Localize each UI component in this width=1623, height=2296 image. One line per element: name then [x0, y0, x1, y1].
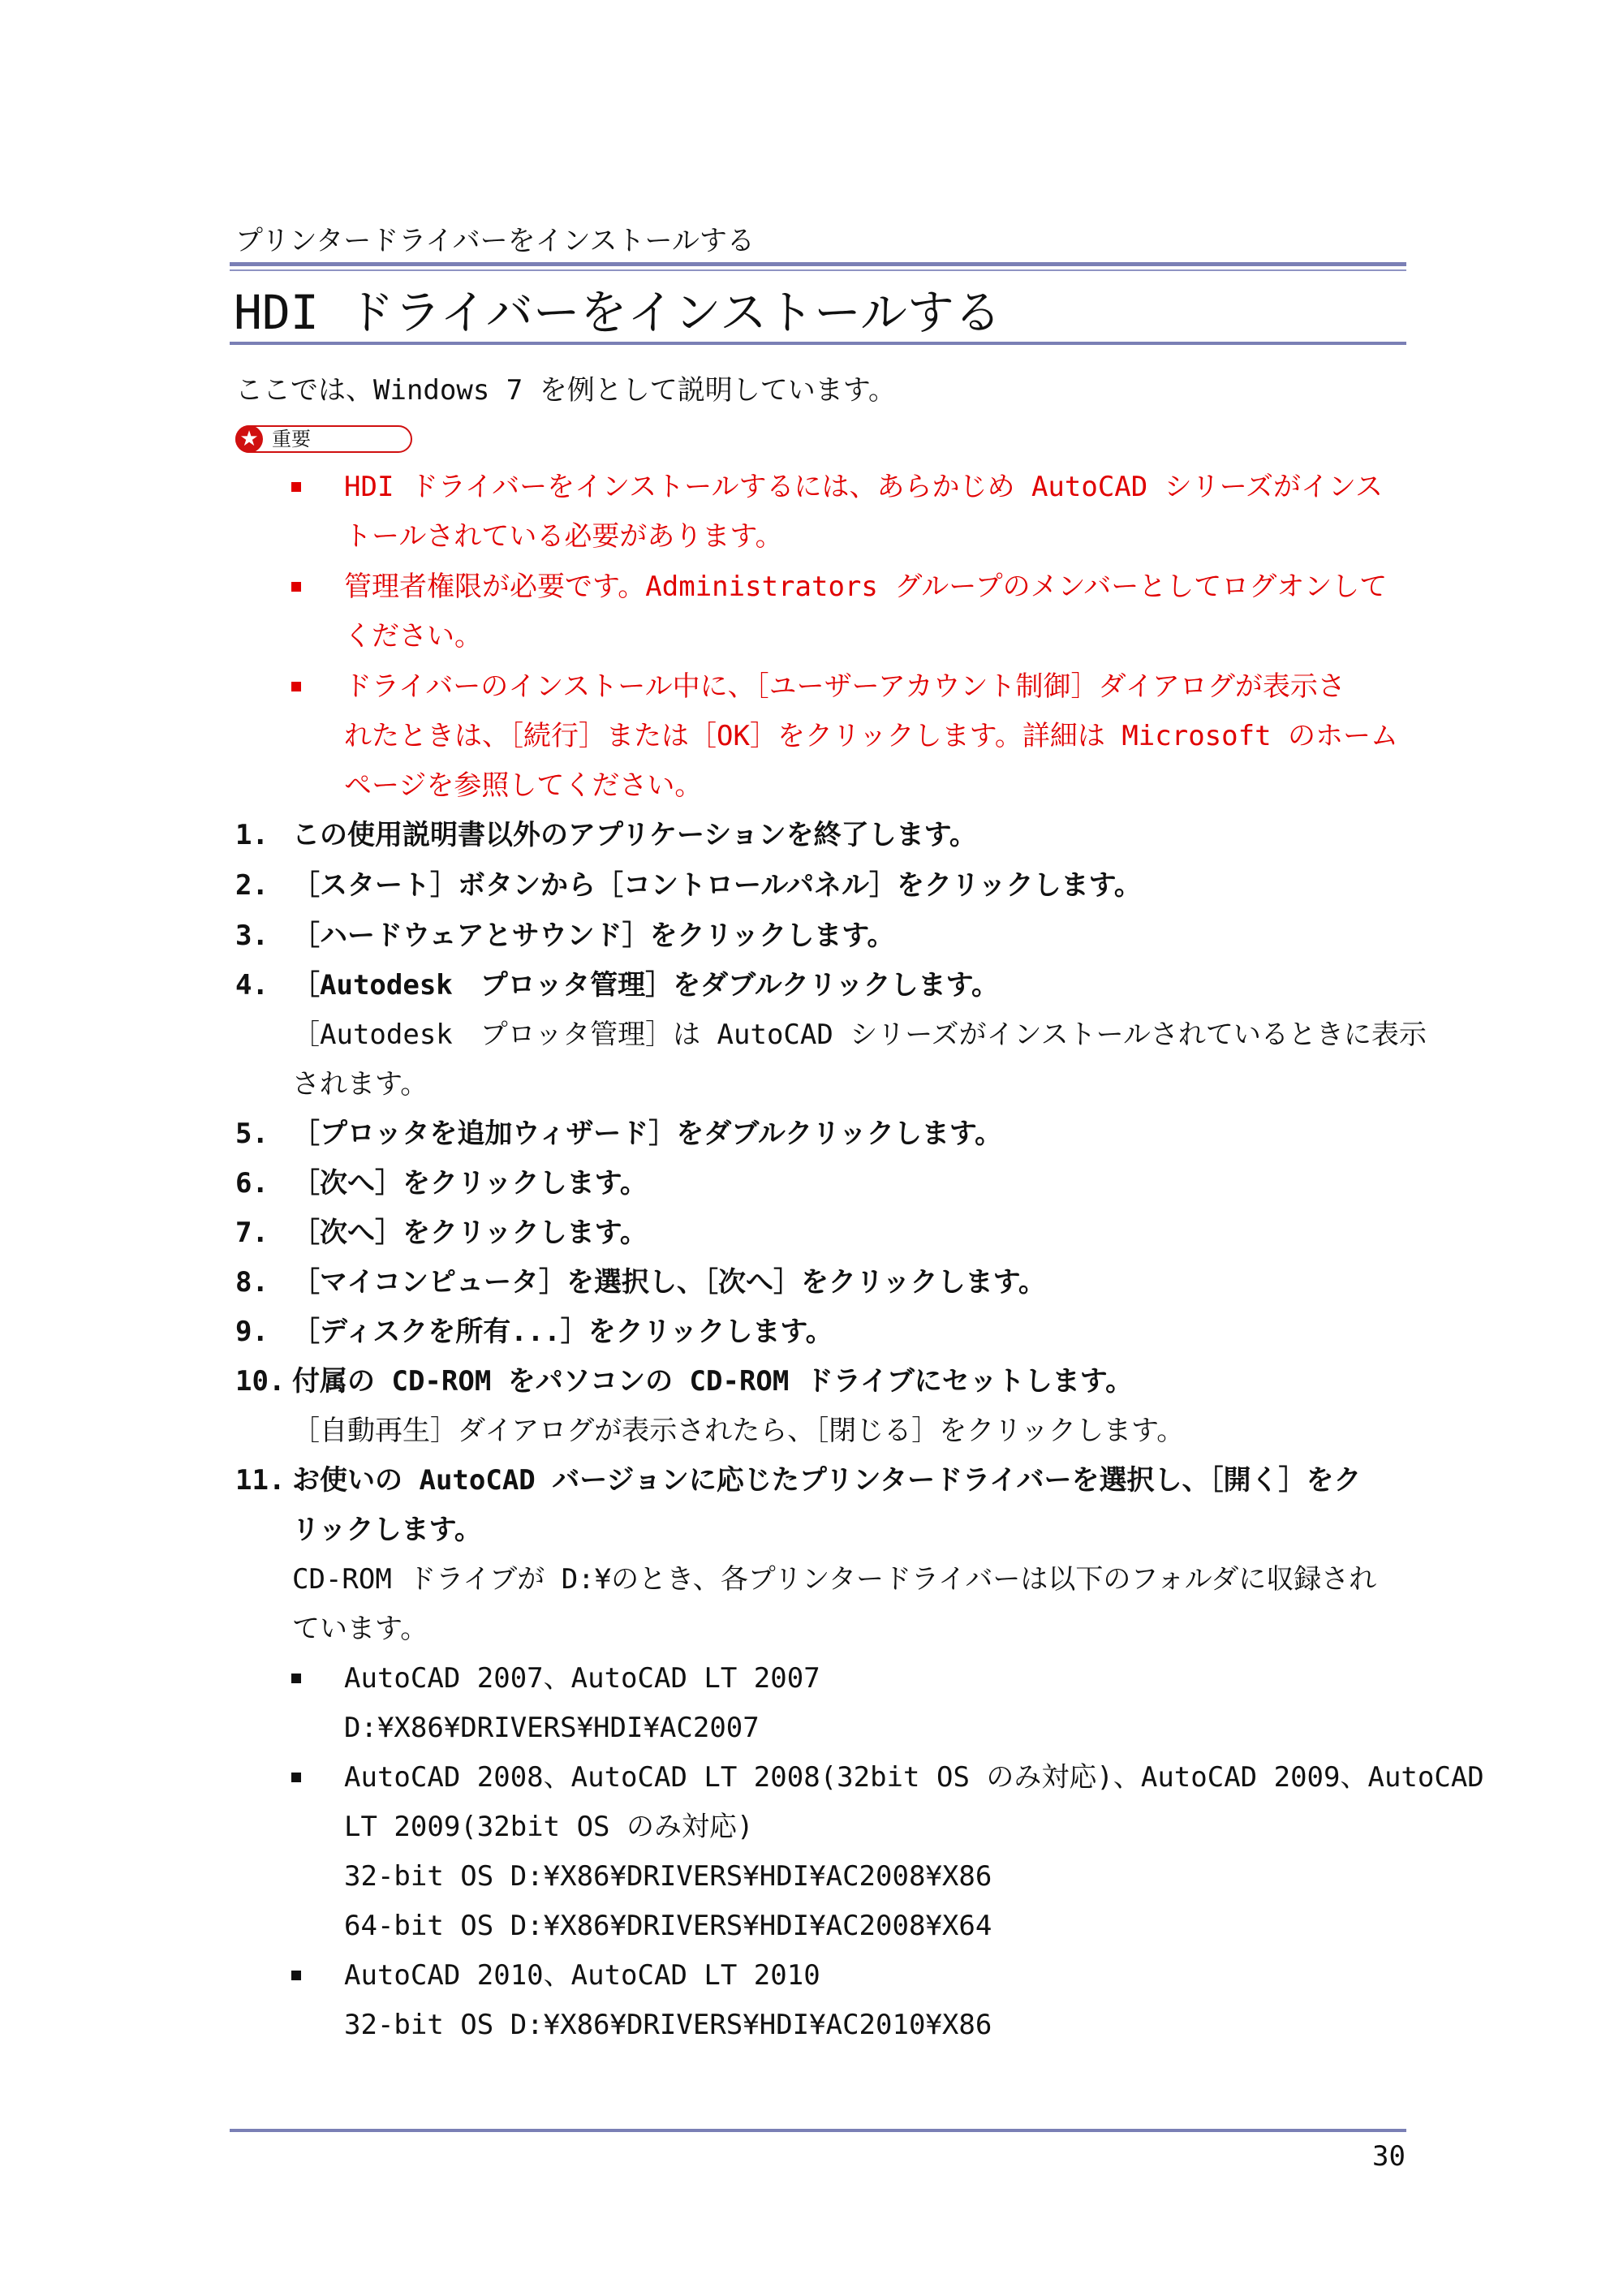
step-text: ［マイコンピュータ］を選択し、［次へ］をクリックします。 [292, 1266, 1046, 1299]
step-number: 8. [235, 1266, 269, 1299]
step-text: ［次へ］をクリックします。 [292, 1167, 648, 1200]
section-title: HDI ドライバーをインストールする [234, 285, 1001, 340]
important-item-2-line-2: ください。 [344, 620, 482, 653]
step-note: ています。 [292, 1613, 428, 1645]
step-number: 6. [235, 1167, 269, 1200]
folder-path: 32-bit OS D:¥X86¥DRIVERS¥HDI¥AC2008¥X86 [344, 1860, 992, 1893]
step-number: 9. [235, 1316, 269, 1348]
step-note: ［Autodesk プロッタ管理］は AutoCAD シリーズがインストールされているときに表示 [292, 1019, 1427, 1051]
bullet-icon [291, 682, 301, 691]
footer-rule [230, 2129, 1406, 2132]
step-note: ［自動再生］ダイアログが表示されたら、［閉じる］をクリックします。 [292, 1415, 1185, 1447]
step-text: ［プロッタを追加ウィザード］をダブルクリックします。 [292, 1118, 1003, 1150]
header-rule-bottom [230, 269, 1406, 271]
important-item-3-line-1: ドライバーのインストール中に、［ユーザーアカウント制御］ダイアログが表示さ [344, 670, 1345, 703]
folder-title: AutoCAD 2010、AutoCAD LT 2010 [344, 1959, 820, 1992]
important-item-1-line-2: トールされている必要があります。 [344, 520, 783, 553]
step-note: されます。 [292, 1068, 428, 1101]
step-text: ［ディスクを所有...］をクリックします。 [292, 1316, 833, 1348]
important-item-3-line-3: ページを参照してください。 [344, 769, 703, 802]
folder-path: 32-bit OS D:¥X86¥DRIVERS¥HDI¥AC2010¥X86 [344, 2009, 992, 2041]
step-number: 10. [235, 1365, 286, 1398]
folder-title: LT 2009(32bit OS のみ対応) [344, 1811, 754, 1843]
bullet-icon [291, 1674, 301, 1683]
page-number: 30 [1372, 2140, 1406, 2173]
step-text: ［次へ］をクリックします。 [292, 1217, 648, 1249]
step-text: ［ハードウェアとサウンド］をクリックします。 [292, 920, 895, 952]
important-item-2-line-1: 管理者権限が必要です。Administrators グループのメンバーとしてログオンして [344, 571, 1388, 603]
step-number: 7. [235, 1217, 269, 1249]
folder-title: AutoCAD 2007、AutoCAD LT 2007 [344, 1662, 820, 1695]
header-rule-top [230, 262, 1406, 266]
step-number: 3. [235, 920, 269, 952]
important-item-1-line-1: HDI ドライバーをインストールするには、あらかじめ AutoCAD シリーズがインス [344, 471, 1383, 503]
folder-path: D:¥X86¥DRIVERS¥HDI¥AC2007 [344, 1712, 760, 1744]
bullet-icon [291, 1773, 301, 1782]
step-text: ［Autodesk プロッタ管理］をダブルクリックします。 [292, 969, 999, 1002]
step-number: 1. [235, 819, 269, 851]
intro-text: ここでは、Windows 7 を例として説明しています。 [235, 374, 896, 407]
important-label: 重要 [272, 428, 311, 450]
folder-path: 64-bit OS D:¥X86¥DRIVERS¥HDI¥AC2008¥X64 [344, 1910, 992, 1942]
title-underline [230, 342, 1406, 345]
star-icon: ★ [235, 425, 263, 453]
folder-title: AutoCAD 2008、AutoCAD LT 2008(32bit OS のみ対応)、AutoCAD 2009、AutoCAD [344, 1761, 1484, 1794]
bullet-icon [291, 1971, 301, 1980]
step-text: ［スタート］ボタンから［コントロールパネル］をクリックします。 [292, 869, 1142, 902]
bullet-icon [291, 582, 301, 592]
step-number: 5. [235, 1118, 269, 1150]
step-text: この使用説明書以外のアプリケーションを終了します。 [292, 819, 977, 851]
step-number: 4. [235, 969, 269, 1002]
step-text: お使いの AutoCAD バージョンに応じたプリンタードライバーを選択し、［開く］をク [292, 1464, 1362, 1497]
step-note: CD-ROM ドライブが D:¥のとき、各プリンタードライバーは以下のフォルダに収録され [292, 1563, 1377, 1596]
step-number: 11. [235, 1464, 286, 1497]
chapter-header: プリンタードライバーをインストールする [235, 225, 755, 257]
step-text: 付属の CD-ROM をパソコンの CD-ROM ドライブにセットします。 [292, 1365, 1134, 1398]
bullet-icon [291, 482, 301, 492]
step-text: リックします。 [292, 1514, 482, 1546]
important-item-3-line-2: れたときは、［続行］または［OK］をクリックします。詳細は Microsoft のホーム [344, 720, 1399, 752]
step-number: 2. [235, 869, 269, 902]
